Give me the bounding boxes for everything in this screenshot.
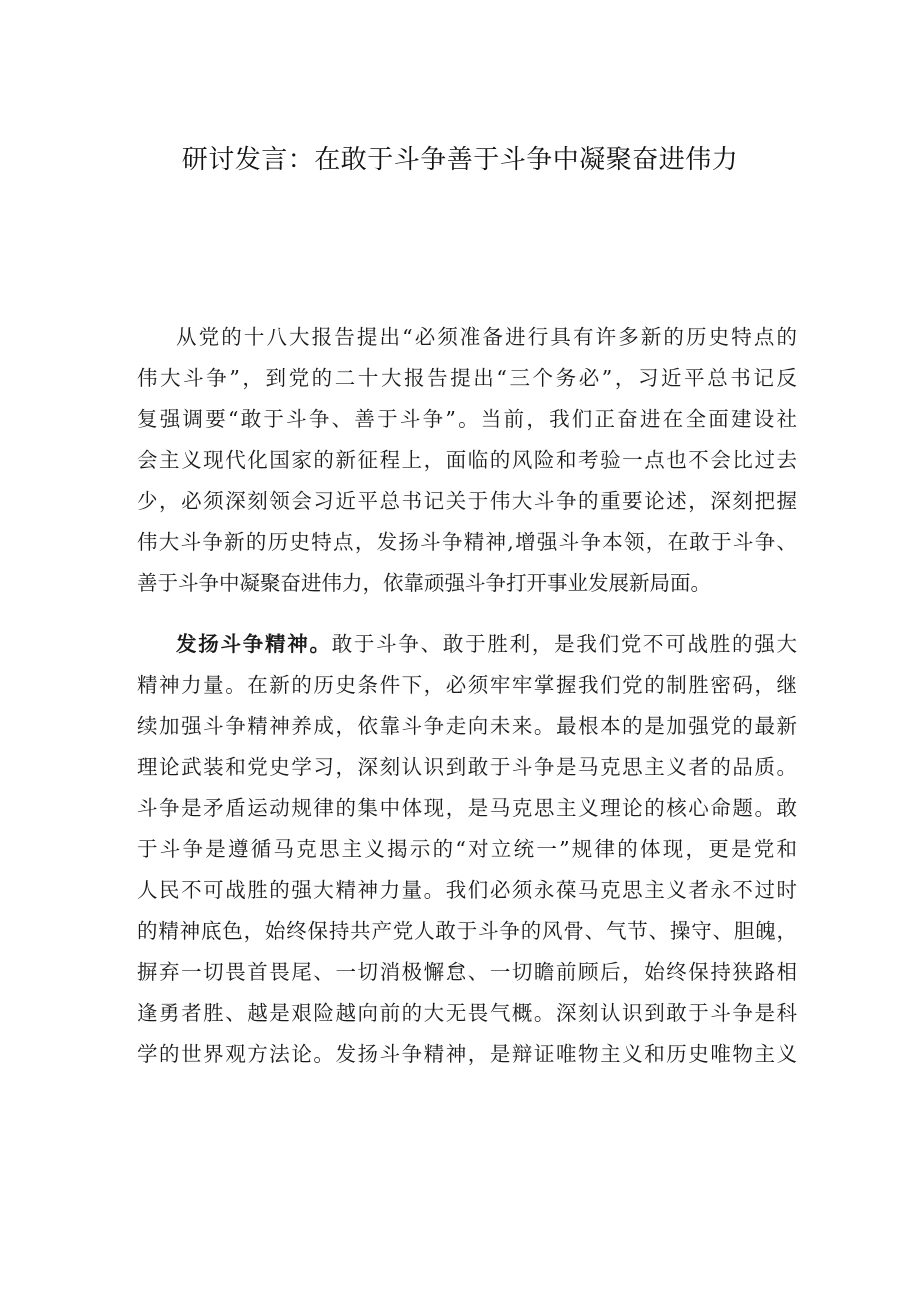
paragraph-2-line-3: 续加强斗争精神养成，依靠斗争走向未来。最根本的是加强党的最新: [137, 714, 797, 738]
paragraph-1-line-7: 善于斗争中凝聚奋进伟力，依靠顽强斗争打开事业发展新局面。: [137, 571, 711, 595]
paragraph-1-line-4: 会主义现代化国家的新征程上，面临的风险和考验一点也不会比过去: [137, 448, 797, 472]
document-title: 研讨发言：在敢于斗争善于斗争中凝聚奋进伟力: [181, 145, 739, 175]
paragraph-2-line-4: 理论武装和党史学习，深刻认识到敢于斗争是马克思主义者的品质。: [137, 755, 797, 779]
paragraph-1-line-5: 少，必须深刻领会习近平总书记关于伟大斗争的重要论述，深刻把握: [137, 489, 797, 513]
paragraph-1-line-1: 从党的十八大报告提出“必须准备进行具有许多新的历史特点的: [176, 325, 797, 349]
paragraph-1-line-2: 伟大斗争”，到党的二十大报告提出“三个务必”，习近平总书记反: [137, 366, 797, 390]
paragraph-2-line-2: 精神力量。在新的历史条件下，必须牢牢掌握我们党的制胜密码，继: [137, 673, 797, 697]
paragraph-2-line-6: 于斗争是遵循马克思主义揭示的“对立统一”规律的体现，更是党和: [137, 837, 797, 861]
paragraph-1-line-3: 复强调要“敢于斗争、善于斗争”。当前，我们正奋进在全面建设社: [137, 407, 797, 431]
paragraph-2-line-5: 斗争是矛盾运动规律的集中体现，是马克思主义理论的核心命题。敢: [137, 796, 797, 820]
paragraph-2-line-7: 人民不可战胜的强大精神力量。我们必须永葆马克思主义者永不过时: [137, 878, 797, 902]
paragraph-2-line-9: 摒弃一切畏首畏尾、一切消极懈怠、一切瞻前顾后，始终保持狭路相: [137, 960, 797, 984]
paragraph-2-heading: 发扬斗争精神。: [176, 632, 332, 656]
paragraph-2-line-8: 的精神底色，始终保持共产党人敢于斗争的风骨、气节、操守、胆魄，: [137, 919, 797, 943]
paragraph-2-line-1: [176, 627, 797, 661]
paragraph-1-line-6: 伟大斗争新的历史特点，发扬斗争精神,增强斗争本领，在敢于斗争、: [137, 530, 797, 554]
paragraph-2-line-11: 学的世界观方法论。发扬斗争精神，是辩证唯物主义和历史唯物主义: [137, 1042, 797, 1066]
paragraph-2-line-10: 逢勇者胜、越是艰险越向前的大无畏气概。深刻认识到敢于斗争是科: [137, 1001, 797, 1025]
paragraph-2-line-1-text: 敢于斗争、敢于胜利，是我们党不可战胜的强大: [331, 632, 798, 656]
